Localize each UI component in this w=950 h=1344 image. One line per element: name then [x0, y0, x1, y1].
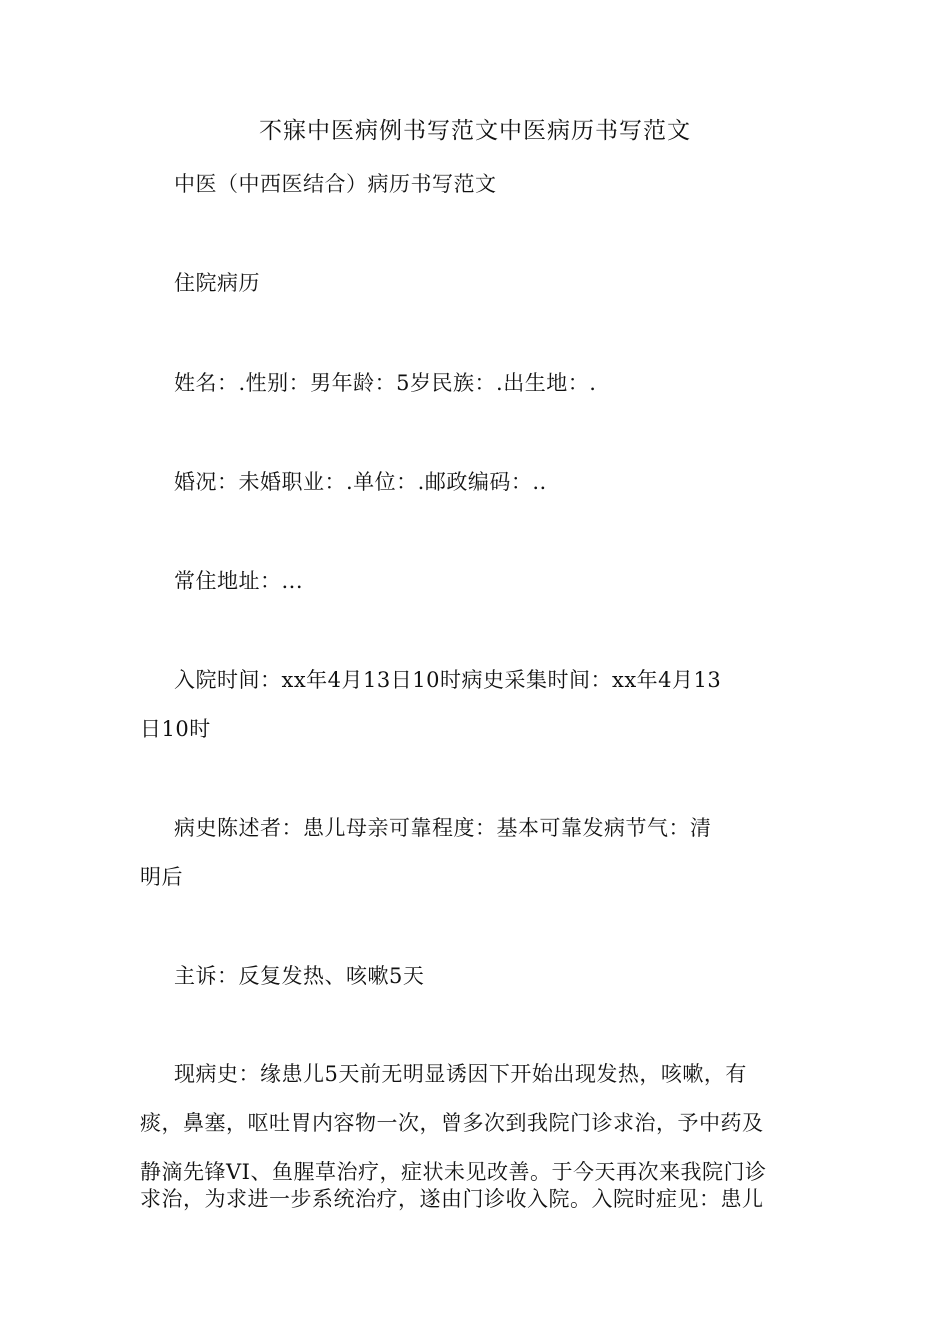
admission-time-line-cont: 日10时	[140, 717, 211, 741]
marital-occupation-line: 婚况：未婚职业：.单位：.邮政编码：..	[174, 470, 547, 494]
chief-complaint-line: 主诉：反复发热、咳嗽5天	[174, 964, 425, 988]
present-illness-line-3: 静滴先锋VI、鱼腥草治疗，症状未见改善。于今天再次来我院门诊	[140, 1160, 767, 1184]
address-line: 常住地址：...	[174, 569, 304, 593]
patient-info-line: 姓名：.性别：男年龄：5岁民族：.出生地：.	[174, 371, 597, 395]
history-narrator-line-cont: 明后	[140, 865, 183, 889]
document-subtitle: 中医（中西医结合）病历书写范文	[174, 172, 497, 196]
present-illness-line-2: 痰，鼻塞，呕吐胃内容物一次，曾多次到我院门诊求治，予中药及	[140, 1111, 764, 1135]
present-illness-line-4: 求治，为求进一步系统治疗，遂由门诊收入院。入院时症见：患儿	[140, 1187, 764, 1211]
admission-time-line: 入院时间：xx年4月13日10时病史采集时间：xx年4月13	[174, 668, 722, 692]
section-heading: 住院病历	[174, 271, 260, 295]
document-title: 不寐中医病例书写范文中医病历书写范文	[259, 118, 691, 144]
present-illness-line: 现病史：缘患儿5天前无明显诱因下开始出现发热，咳嗽，有	[174, 1062, 747, 1086]
history-narrator-line: 病史陈述者：患儿母亲可靠程度：基本可靠发病节气：清	[174, 816, 712, 840]
